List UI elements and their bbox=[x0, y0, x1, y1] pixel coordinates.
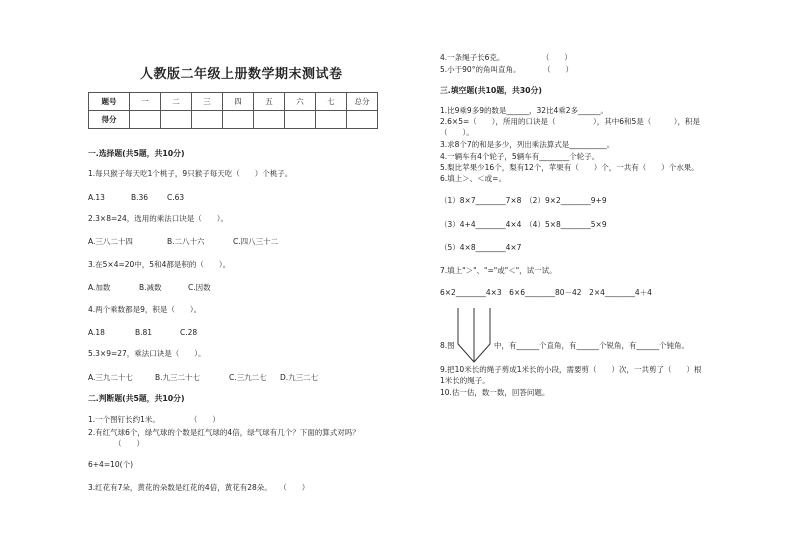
score-cell[interactable] bbox=[347, 111, 378, 129]
s1-q3-option-b: B.减数 bbox=[139, 283, 162, 292]
s3-question-5: 5.梨比苹果少16个，梨有12个，苹果有（ ）个，一共有（ ）个水果。 bbox=[440, 163, 699, 172]
s1-q4-option-a: A.18 bbox=[88, 328, 105, 337]
s3-question-8: 中，有______个直角，有______个锐角，有______个钝角。 bbox=[494, 341, 689, 350]
s2-question-2-bracket: （ ） bbox=[114, 439, 144, 448]
score-header-cell: 六 bbox=[285, 93, 316, 111]
s3-question-3: 3.求8个7的和是多少，列出乘法算式是__________。 bbox=[440, 140, 615, 149]
s1-q2-option-b: B.二八十六 bbox=[167, 237, 205, 246]
s1-q1-option-a: A.13 bbox=[88, 193, 105, 202]
score-cell[interactable] bbox=[285, 111, 316, 129]
s1-q2-option-c: C.四八三十二 bbox=[233, 237, 279, 246]
s3-q6-row-3: （5）4×8________4×7 bbox=[440, 243, 522, 252]
score-header-cell: 四 bbox=[223, 93, 254, 111]
s3-question-2-cont: （ ）。 bbox=[440, 128, 474, 137]
s1-q5-option-d: D.九三二七 bbox=[280, 373, 319, 382]
section1-heading: 一.选择题(共5题，共10分) bbox=[88, 149, 185, 158]
page-title: 人教版二年级上册数学期末测试卷 bbox=[140, 67, 343, 82]
score-cell[interactable] bbox=[316, 111, 347, 129]
s1-q1-option-b: B.36 bbox=[131, 193, 149, 202]
s3-q7-row-1: 6×2________4×3 6×6________80－42 2×4________4＋4 bbox=[440, 288, 652, 297]
s1-q4-option-b: B.81 bbox=[135, 328, 153, 337]
score-cell[interactable] bbox=[161, 111, 192, 129]
s1-question-2: 2.3×8=24，选用的乘法口诀是（ ）。 bbox=[88, 214, 229, 223]
s2-question-5: 5.小于90°的角叫直角。 （ ） bbox=[440, 65, 573, 74]
score-cell[interactable] bbox=[223, 111, 254, 129]
score-cell[interactable] bbox=[192, 111, 223, 129]
score-header-cell: 七 bbox=[316, 93, 347, 111]
s3-question-1: 1.比9乘9多9的数是______，32比4乘2多______。 bbox=[440, 106, 609, 115]
s1-q5-option-c: C.三九二七 bbox=[229, 373, 267, 382]
score-header-cell: 五 bbox=[254, 93, 285, 111]
score-table-score-row bbox=[89, 111, 378, 129]
s1-question-3: 3.在5×4=20中，5和4都是积的（ ）。 bbox=[88, 260, 231, 269]
score-table bbox=[88, 92, 378, 129]
s3-question-9: 9.把10米长的绳子剪成1米长的小段，需要剪（ ）次，一共剪了（ ）根 bbox=[440, 365, 702, 374]
score-cell[interactable] bbox=[130, 111, 161, 129]
s3-question-9-cont: 1米长的绳子。 bbox=[440, 376, 490, 385]
s2-question-1: 1.一个图钉长约1米。 （ ） bbox=[88, 415, 220, 424]
s1-question-4: 4.两个乘数都是9，积是（ ）。 bbox=[88, 305, 202, 314]
s3-question-2: 2.6×5=（ ），所用的口诀是（ ），其中6和5是（ ），积是 bbox=[440, 117, 701, 126]
score-header-cell: 三 bbox=[192, 93, 223, 111]
s1-q1-option-c: C.63 bbox=[167, 193, 185, 202]
s1-q2-option-a: A.三八二十四 bbox=[88, 237, 133, 246]
s1-question-5: 5.3×9=27，乘法口诀是（ ）。 bbox=[88, 349, 206, 358]
score-header-cell: 二 bbox=[161, 93, 192, 111]
pentagon-shape-figure bbox=[456, 306, 492, 364]
s2-question-2-equation: 6+4=10(个) bbox=[88, 460, 134, 469]
s1-q3-option-a: A.加数 bbox=[88, 283, 111, 292]
s3-question-7: 7.填上"＞"、"="或"＜"，试一试。 bbox=[440, 266, 557, 275]
s3-q6-row-2: （3）4+4________4×4 （4）5×8________5×9 bbox=[440, 220, 607, 229]
s3-question-10: 10.估一估，数一数，回答问题。 bbox=[440, 388, 550, 397]
s3-question-6: 6.填上＞、＜或=。 bbox=[440, 174, 506, 183]
s1-q5-option-b: B.九三二十七 bbox=[155, 373, 201, 382]
s3-question-8-prefix: 8.图 bbox=[440, 341, 455, 350]
score-header-cell: 一 bbox=[130, 93, 161, 111]
s2-question-2: 2.有红气球6个，绿气球的个数是红气球的4倍，绿气球有几个？下面的算式对吗？ bbox=[88, 428, 360, 437]
s2-question-3: 3.红花有7朵，黄花的朵数是红花的4倍，黄花有28朵。 （ ） bbox=[88, 483, 310, 492]
s2-question-4: 4.一条绳子长6克。 （ ） bbox=[440, 53, 572, 62]
s1-question-1: 1.每只猴子每天吃1个桃子，9只猴子每天吃（ ）个桃子。 bbox=[88, 169, 293, 178]
section3-heading: 三.填空题(共10题，共30分) bbox=[440, 86, 542, 95]
section2-heading: 二.判断题(共5题，共10分) bbox=[88, 394, 185, 403]
score-row-label: 得分 bbox=[89, 111, 130, 129]
s3-question-4: 4.一辆车有4个轮子，5辆车有________个轮子。 bbox=[440, 152, 600, 161]
score-header-cell: 题号 bbox=[89, 93, 130, 111]
s3-q6-row-1: （1）8×7________7×8 （2）9×2________9+9 bbox=[440, 196, 607, 205]
s1-q3-option-c: C.因数 bbox=[188, 283, 211, 292]
score-header-cell: 总分 bbox=[347, 93, 378, 111]
s1-q5-option-a: A.三九二十七 bbox=[88, 373, 133, 382]
score-table-header-row bbox=[89, 93, 378, 111]
score-cell[interactable] bbox=[254, 111, 285, 129]
s1-q4-option-c: C.28 bbox=[180, 328, 198, 337]
